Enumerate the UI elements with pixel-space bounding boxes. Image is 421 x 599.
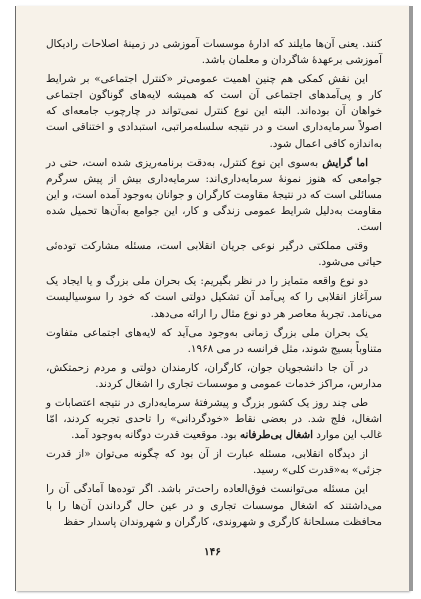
page-number: ۱۴۶ (204, 546, 221, 558)
paragraph-text: این مسئله می‌توانست فوق‌العاده راحت‌تر باشد. اگر توده‌ها آمادگی آن را می‌داشتند که اشغال موسسات تجاری و در عین حال گرداندن آن‌ها را با محافظت مسلحانهٔ کارگری و شهروندی، کارگران و شهروندان پاسدار حفظ (46, 483, 382, 528)
paragraph-text: وقتی مملکتی درگیر نوعی جریان انقلابی است، مسئله مشارکت توده‌ئی حیاتی می‌شود. (46, 240, 382, 269)
paragraph-text: طی چند روز یک کشور بزرگ و پیشرفتهٔ سرمایه‌داری در نتیجه اعتصابات و اشغال، فلج شد. در بعضی نقاط «خودگردانی» را تاحدی تجربه کردند، امّا غالب این موارد (46, 396, 382, 442)
bold-text: اشغال بی‌طرفانه (239, 429, 313, 442)
paragraph-text: به‌سوی این نوع کنترل، به‌دقت برنامه‌ریزی شده است، حتی در جوامعی که هنوز نمونهٔ سرمایه‌داری‌اند: سرمایه‌داری بیش از پیش سرگرم مسائلی است که در نتیجهٔ مقاومت کارگران و جوانان به‌وجود آمده است، و این مقاومت به‌دلیل شرایط عمومی زندگی و کار، این جوامع به‌آن‌ها تحمیل شده است. (46, 156, 382, 234)
paper-sheet (16, 6, 409, 591)
paragraph-p1 (46, 36, 382, 68)
paragraph-p9 (46, 446, 382, 478)
body-text (46, 36, 382, 533)
paragraph-text: این نقش کمکی هم چنین اهمیت عمومی‌تر «کنترل اجتماعی» بر شرایط کار و پی‌آمدهای اجتماعی آن است که همیشه لایه‌های گوناگون اجتماعی خواهان آن بوده‌اند. البته این نوع کنترل نمی‌تواند در چارچوب جامعه‌ای که اصولاً سرمایه‌داری است و در نتیجه سلسله‌مراتبی، استبدادی و اختناقی است به‌اندازه کافی اعمال شود. (46, 73, 382, 150)
paragraph-p8 (46, 395, 382, 443)
paragraph-text: کنند. یعنی آن‌ها مایلند که اداره‌ٔ موسسات آموزشی در زمینه‌ٔ اصلاحات رادیکال آموزشی برعهده‌ٔ شاگردان و معلمان باشد. (46, 38, 382, 67)
paragraph-p2 (46, 71, 382, 151)
bold-text: اما گرایش (322, 156, 368, 169)
paragraph-text: در آن جا دانشجویان جوان، کارگران، کارمندان دولتی و مردم زحمتکش، مدارس، مراکز خدمات عمومی و موسسات تجاری را اشغال کردند. (46, 361, 382, 390)
paragraph-p10 (46, 481, 382, 529)
paragraph-text: بود. موقعیت قدرت دوگانه به‌وجود آمد. (71, 429, 240, 442)
paragraph-p3 (46, 155, 382, 235)
paragraph-p4 (46, 238, 382, 270)
paragraph-p7 (46, 360, 382, 392)
paragraph-text: دو نوع واقعه متمایز را در نظر بگیریم: یک بحران ملی بزرگ و یا ایجاد یک سرآغاز انقلابی را که پی‌آمد آن تشکیل دولتی است که خود را سوسیالیست می‌نامد. تجربهٔ معاصر هر دو نوع مثال را ارائه می‌دهد. (46, 275, 382, 320)
paragraph-text: یک بحران ملی بزرگ زمانی به‌وجود می‌آید که لایه‌های اجتماعی متفاوت متناوباً بسیج شوند، مثل فرانسه در می ۱۹۶۸. (46, 326, 382, 355)
paragraph-p6 (46, 325, 382, 357)
paragraph-text: از دیدگاه انقلابی، مسئله عبارت از آن بود که چگونه می‌توان «از قدرت جزئی» به«قدرت کلی» رسید. (46, 448, 382, 477)
paragraph-p5 (46, 273, 382, 321)
